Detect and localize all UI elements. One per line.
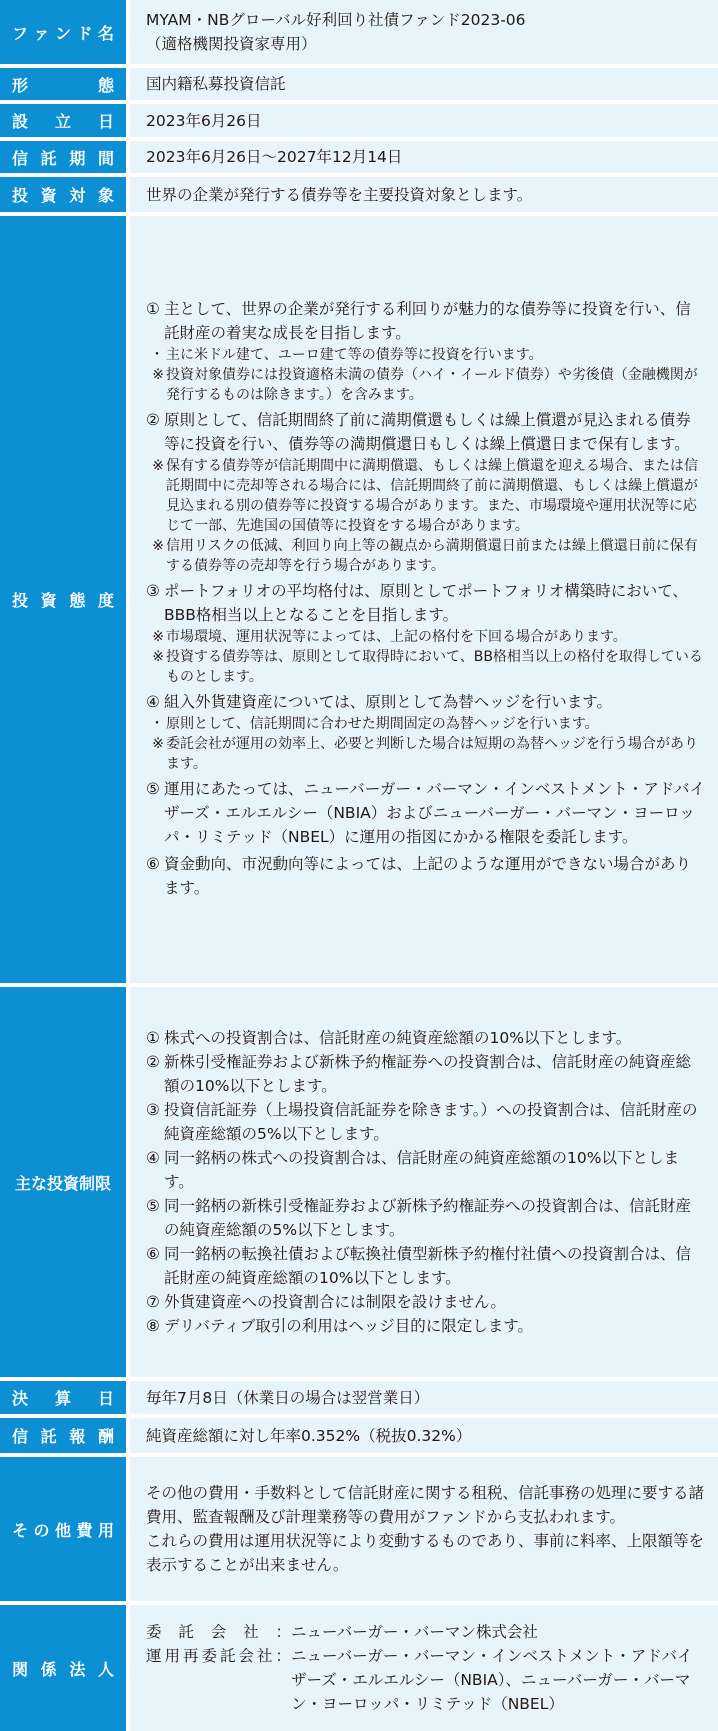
stance-item-text: 資金動向、市況動向等によっては、上記のような運用ができない場合があります。	[164, 854, 692, 897]
label-trust-fee: 信 託 報 酬	[0, 1418, 126, 1453]
label-other-costs: そ の 他 費 用	[0, 1457, 126, 1601]
row-established	[0, 104, 718, 137]
other-costs-para2: これらの費用は運用状況等により変動するものであり、事前に料率、上限額等を表示することが出来ません。	[146, 1532, 705, 1574]
row-settlement	[0, 1381, 718, 1414]
stance-sub-note: ※ 委託会社が運用の効率上、必要と判断した場合は短期の為替ヘッジを行う場合があります。	[152, 735, 698, 772]
label-related: 関 係 法 人	[0, 1605, 126, 1731]
stance-sub-note: ・ 主に米ドル建て、ユーロ建て等の債券等に投資を行います。	[150, 346, 543, 363]
stance-item-number: ⑤	[146, 779, 160, 798]
restriction-item: ③ 投資信託証券（上場投資信託証券を除きます。）への投資割合は、信託財産の純資産総額の5%以下とします。	[146, 1101, 698, 1143]
other-costs-content	[130, 1457, 718, 1601]
stance-item	[146, 579, 706, 687]
label-trust-period: 信 託 期 間	[0, 141, 126, 173]
label-restrictions: 主な投資制限	[0, 987, 126, 1377]
stance-item-text: 主として、世界の企業が発行する利回りが魅力的な債券等に投資を行い、信託財産の着実な成長を目指します。	[164, 299, 691, 342]
stance-sub-note: ・ 原則として、信託期間に合わせた期間固定の為替ヘッジを行います。	[150, 715, 599, 732]
stance-item	[146, 297, 706, 405]
stance-item-text: ポートフォリオの平均格付は、原則としてポートフォリオ構築時において、BBB格相当以上となることを目指します。	[164, 581, 688, 624]
entrusting-key: 委 託 会 社 ：	[146, 1623, 291, 1641]
stance-sub-note: ※ 保有する債券等が信託期間中に満期償還、もしくは繰上償還を迎える場合、または信託期間中に売却等される場合には、信託期間終了前に満期償還、もしくは繰上償還が見込まれる別の債券等に投資する場合があります。また、市場環境や運用状況等に応じて一部、先進国の国債等に投資をする場合があります。	[152, 457, 698, 534]
other-costs-para1: その他の費用・手数料として信託財産に関する租税、信託事務の処理に要する諸費用、監査報酬及び計理業務等の費用がファンドから支払われます。	[146, 1484, 705, 1526]
fund-name-line2: （適格機関投資家専用）	[146, 35, 317, 53]
stance-item-text: 運用にあたっては、ニューバーガー・バーマン・インベストメント・アドバイザーズ・エルエルシー（NBIA）およびニューバーガー・バーマン・ヨーロッパ・リミテッド（NBEL）に運用の指図にかかる権限を委託します。	[164, 779, 705, 846]
row-restrictions	[0, 987, 718, 1377]
label-form: 形 態	[0, 68, 126, 100]
row-form	[0, 68, 718, 100]
stance-item-number: ⑥	[146, 854, 160, 873]
stance-item-text: 組入外貨建資産については、原則として為替ヘッジを行います。	[164, 692, 612, 711]
stance-item	[146, 408, 706, 576]
stance-item	[146, 777, 706, 849]
restriction-item: ① 株式への投資割合は、信託財産の純資産総額の10%以下とします。	[146, 1029, 632, 1047]
stance-item-number: ②	[146, 410, 160, 429]
stance-item	[146, 690, 706, 774]
stance-sub-note: ※ 投資対象債券には投資適格未満の債券（ハイ・イールド債券）や劣後債（金融機関が発行するものは除きます。）を含みます。	[152, 366, 698, 403]
label-established: 設 立 日	[0, 104, 126, 137]
related-sub-entrusted	[146, 1644, 706, 1716]
row-trust-fee	[0, 1418, 718, 1453]
investment-stance-content	[130, 216, 718, 983]
label-investment-target: 投 資 対 象	[0, 177, 126, 212]
restrictions-content	[130, 987, 718, 1377]
row-investment-stance	[0, 216, 718, 983]
trust-fee-value: 純資産総額に対し年率0.352%（税抜0.32%）	[130, 1418, 718, 1453]
label-settlement: 決 算 日	[0, 1381, 126, 1414]
related-content	[130, 1605, 718, 1731]
stance-sub-note: ※ 投資する債券等は、原則として取得時において、BB格相当以上の格付を取得しているものとします。	[152, 648, 703, 685]
fund-name-value	[130, 0, 718, 64]
stance-sub-note: ※ 市場環境、運用状況等によっては、上記の格付を下回る場合があります。	[152, 628, 627, 645]
stance-item-number: ④	[146, 692, 160, 711]
restriction-item: ⑦ 外貨建資産への投資割合には制限を設けません。	[146, 1293, 506, 1311]
row-fund-name	[0, 0, 718, 64]
investment-target-value: 世界の企業が発行する債券等を主要投資対象とします。	[130, 177, 718, 212]
row-other-costs	[0, 1457, 718, 1601]
restriction-item: ② 新株引受権証券および新株予約権証券への投資割合は、信託財産の純資産総額の10%以下とします。	[146, 1053, 692, 1095]
stance-item	[146, 852, 706, 900]
restriction-item: ⑧ デリバティブ取引の利用はヘッジ目的に限定します。	[146, 1317, 534, 1335]
fund-name-line1: MYAM・NBグローバル好利回り社債ファンド2023-06	[146, 11, 526, 29]
trust-period-value: 2023年6月26日～2027年12月14日	[130, 141, 718, 173]
restriction-item: ④ 同一銘柄の株式への投資割合は、信託財産の純資産総額の10%以下とします。	[146, 1149, 679, 1191]
restriction-item: ⑥ 同一銘柄の転換社債および転換社債型新株予約権付社債への投資割合は、信託財産の純資産総額の10%以下とします。	[146, 1245, 692, 1287]
label-investment-stance: 投 資 態 度	[0, 216, 126, 983]
entrusting-value: ニューバーガー・バーマン株式会社	[291, 1623, 538, 1641]
stance-item-text: 原則として、信託期間終了前に満期償還もしくは繰上償還が見込まれる債券等に投資を行い、債券等の満期償還日もしくは繰上償還日まで保有します。	[164, 410, 691, 453]
row-investment-target	[0, 177, 718, 212]
row-trust-period	[0, 141, 718, 173]
stance-item-number: ①	[146, 299, 160, 318]
sub-entrusted-value: ニューバーガー・バーマン・インベストメント・アドバイザーズ・エルエルシー（NBIA）、ニューバーガー・バーマン・ヨーロッパ・リミテッド（NBEL）	[291, 1647, 693, 1713]
stance-item-number: ③	[146, 581, 160, 600]
established-value: 2023年6月26日	[130, 104, 718, 137]
restriction-item: ⑤ 同一銘柄の新株引受権証券および新株予約権証券への投資割合は、信託財産の純資産総額の5%以下とします。	[146, 1197, 692, 1239]
stance-sub-note: ※ 信用リスクの低減、利回り向上等の観点から満期償還日前または繰上償還日前に保有する債券等の売却等を行う場合があります。	[152, 537, 698, 574]
sub-entrusted-key: 運 用 再 委 託 会 社 ：	[146, 1647, 291, 1665]
settlement-value: 毎年7月8日（休業日の場合は翌営業日）	[130, 1381, 718, 1414]
form-value: 国内籍私募投資信託	[130, 68, 718, 100]
row-related	[0, 1605, 718, 1731]
related-entrusting	[146, 1620, 706, 1644]
label-fund-name: フ ァ ン ド 名	[0, 0, 126, 64]
